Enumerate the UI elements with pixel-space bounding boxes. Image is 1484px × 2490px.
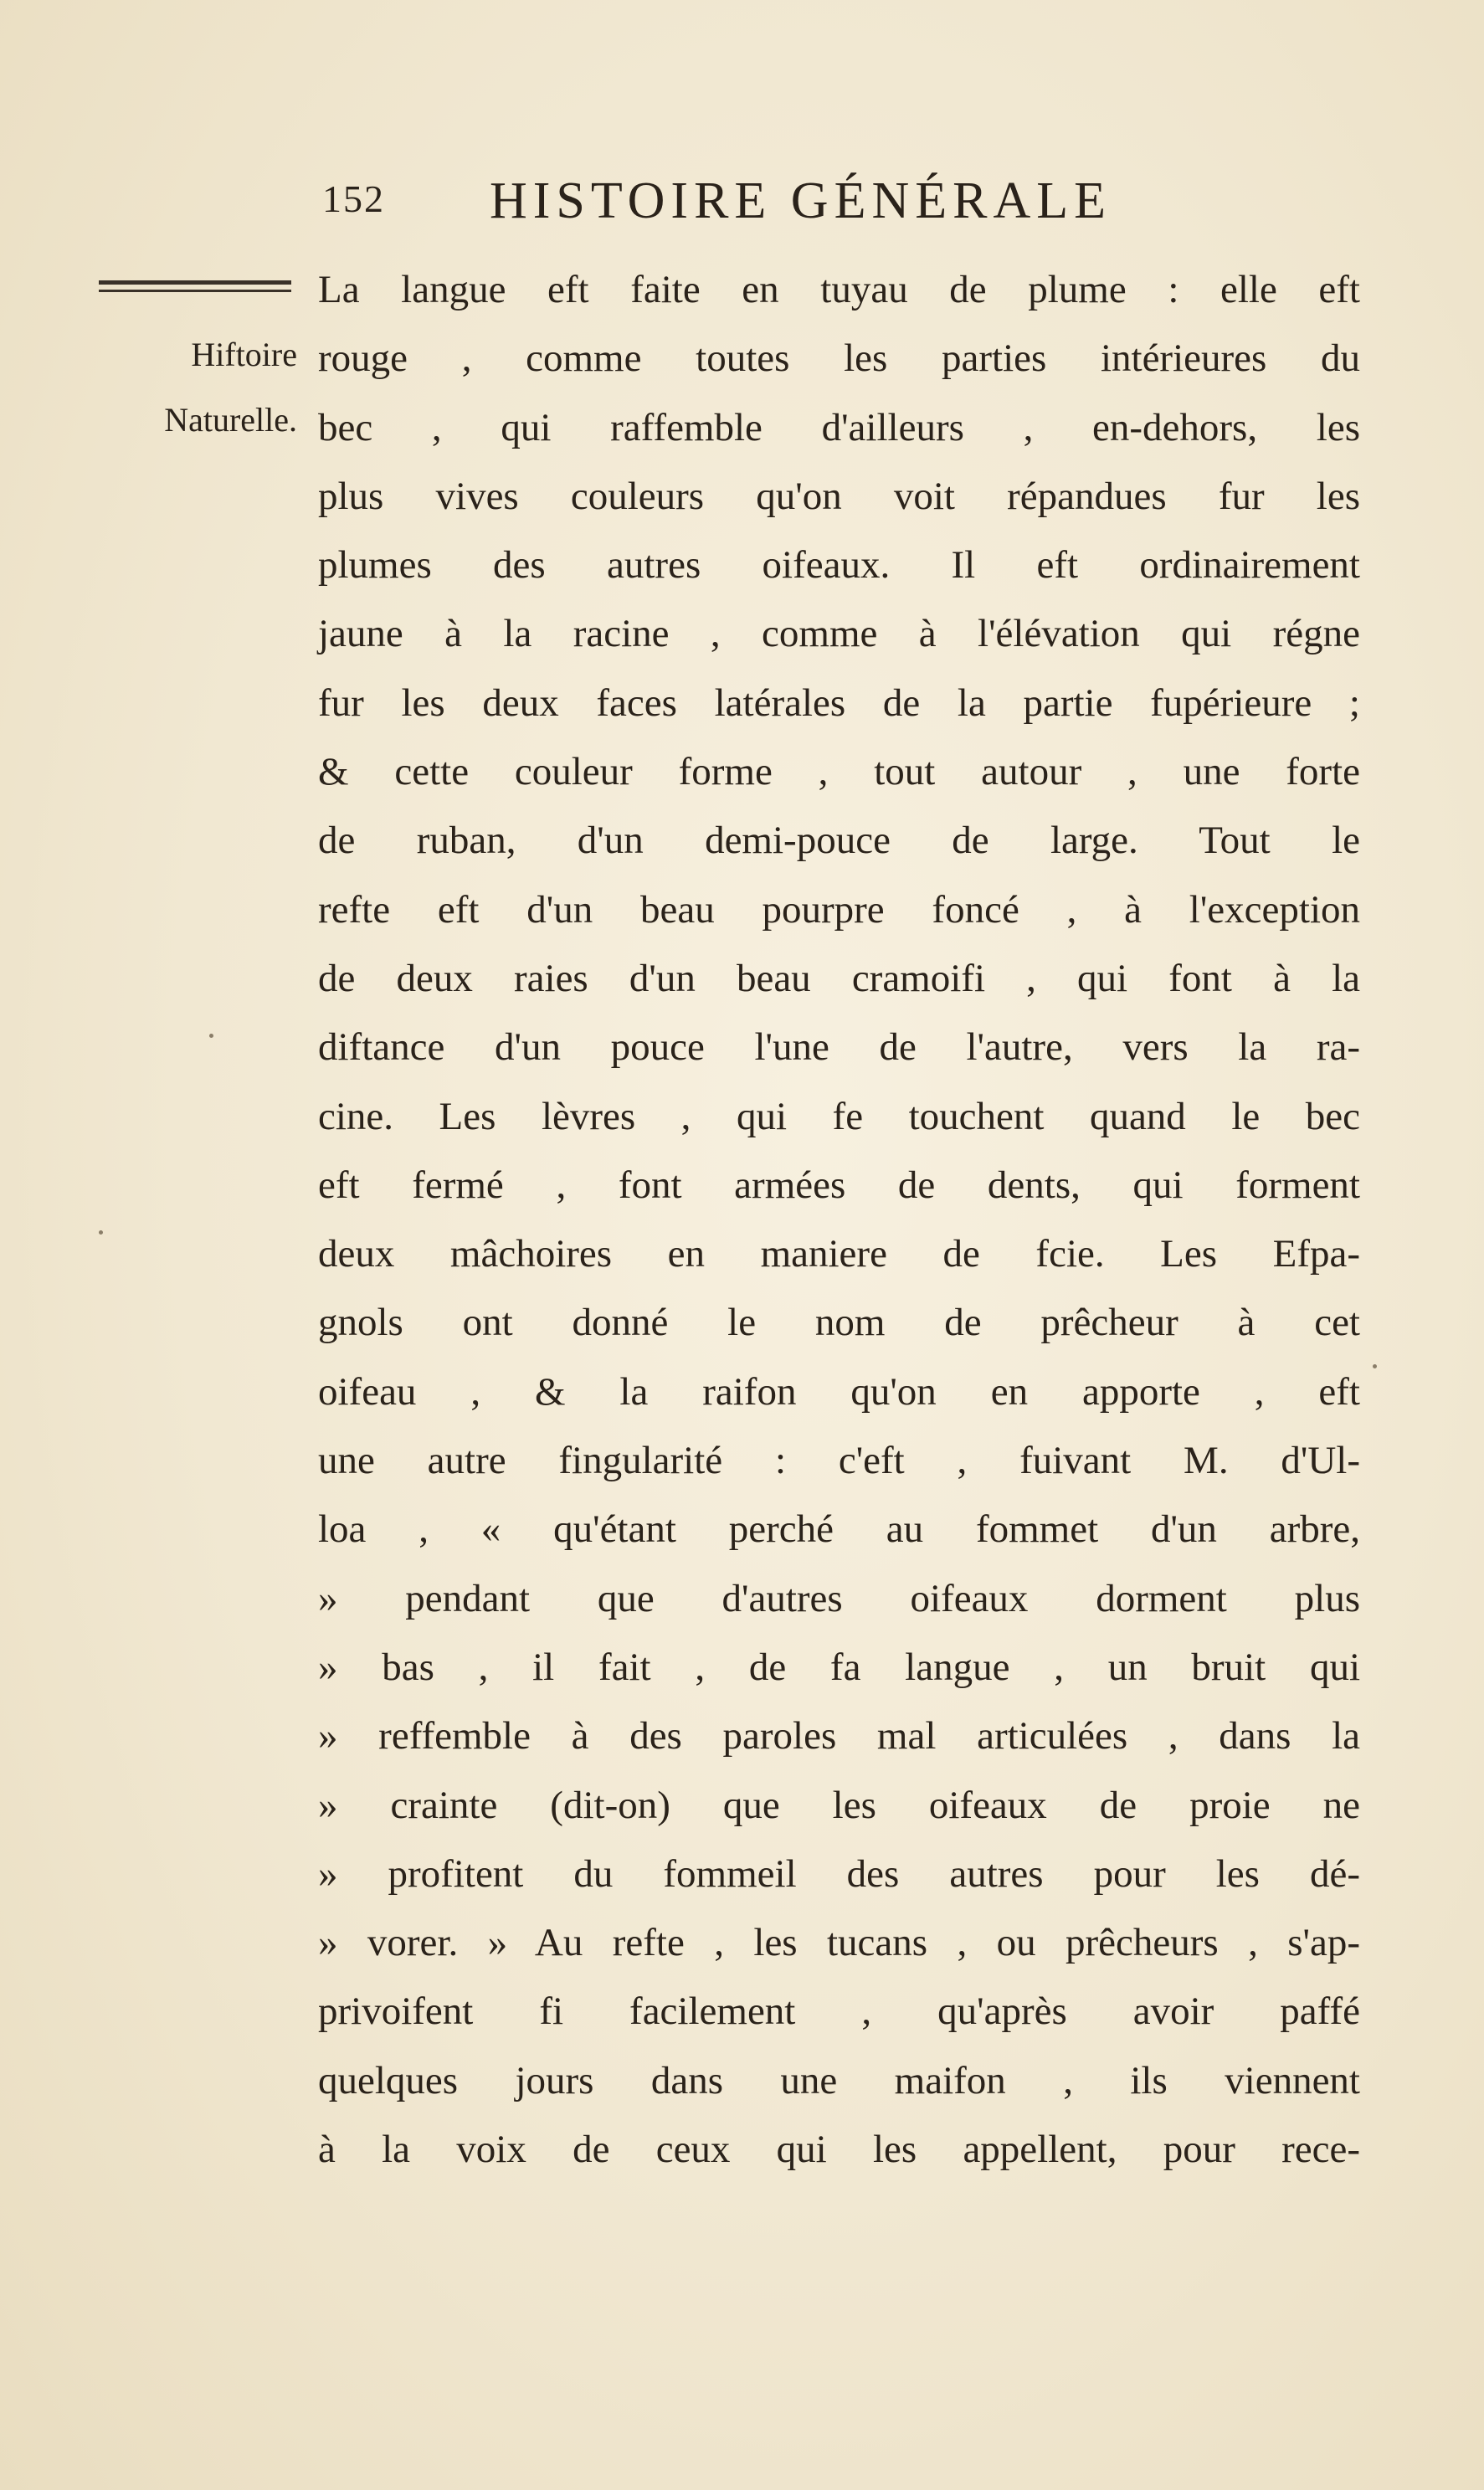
margin-rule: [99, 280, 291, 292]
text-line: eft fermé , font armées de dents, qui forment: [318, 1163, 1360, 1207]
paper-speck: [1373, 1364, 1377, 1368]
text-line: » pendant que d'autres oifeaux dorment plus: [318, 1576, 1360, 1620]
margin-note: [96, 322, 297, 453]
text-line: quelques jours dans une maifon , ils viennent: [318, 2058, 1360, 2102]
text-line: plus vives couleurs qu'on voit répandues fur les: [318, 474, 1360, 518]
text-line: » crainte (dit-on) que les oifeaux de proie ne: [318, 1783, 1360, 1827]
running-title: HISTOIRE GÉNÉRALE: [490, 172, 1112, 229]
margin-note-line: Hiftoire: [191, 336, 297, 373]
text-line: » reffemble à des paroles mal articulées , dans la: [318, 1714, 1360, 1758]
margin-note-line: Naturelle.: [164, 401, 297, 439]
text-line: La langue eft faite en tuyau de plume : elle eft: [318, 268, 1360, 311]
text-line: » bas , il fait , de fa langue , un bruit qui: [318, 1645, 1360, 1689]
text-line: de deux raies d'un beau cramoifi , qui font à la: [318, 956, 1360, 1000]
text-line: diftance d'un pouce l'une de l'autre, vers la ra-: [318, 1025, 1360, 1070]
text-line: cine. Les lèvres , qui fe touchent quand le bec: [318, 1094, 1360, 1138]
text-line: rouge , comme toutes les parties intérieures du: [318, 336, 1360, 381]
text-line: à la voix de ceux qui les appellent, pour rece-: [318, 2128, 1360, 2172]
running-head: [322, 172, 1352, 239]
text-line: jaune à la racine , comme à l'élévation qui régne: [318, 612, 1360, 656]
text-line: bec , qui raffemble d'ailleurs , en-dehors, les: [318, 405, 1360, 449]
text-line: refte eft d'un beau pourpre foncé , à l'exception: [318, 887, 1360, 932]
text-line: » profitent du fommeil des autres pour les dé-: [318, 1851, 1360, 1896]
paper-speck: [209, 1034, 213, 1038]
text-line: » vorer. » Au refte , les tucans , ou prêcheurs , s'ap-: [318, 1921, 1360, 1965]
text-line: deux mâchoires en maniere de fcie. Les Efpa-: [318, 1232, 1360, 1276]
text-line: fur les deux faces latérales de la partie fupérieure ;: [318, 680, 1360, 725]
text-line: de ruban, d'un demi-pouce de large. Tout le: [318, 819, 1360, 863]
text-line: gnols ont donné le nom de prêcheur à cet: [318, 1301, 1360, 1345]
paper-speck: [99, 1230, 103, 1235]
text-line: plumes des autres oifeaux. Il eft ordinairement: [318, 543, 1360, 588]
text-line: oifeau , & la raifon qu'on en apporte , eft: [318, 1369, 1360, 1414]
text-line: privoifent fi facilement , qu'après avoir paffé: [318, 1989, 1360, 2034]
body-text: [318, 255, 1360, 2184]
text-line: & cette couleur forme , tout autour , une forte: [318, 750, 1360, 794]
page-number: 152: [322, 177, 385, 220]
text-line: loa , « qu'étant perché au fommet d'un arbre,: [318, 1507, 1360, 1552]
text-line: une autre fingularité : c'eft , fuivant M. d'Ul-: [318, 1439, 1360, 1483]
